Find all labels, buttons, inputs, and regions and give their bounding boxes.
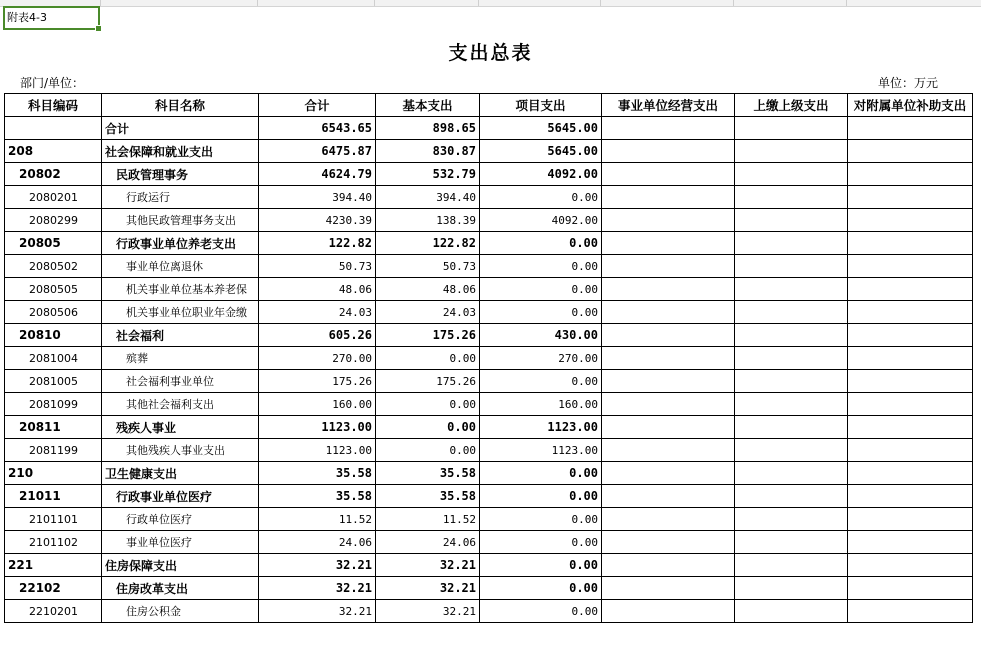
business-cell[interactable] <box>602 439 735 462</box>
basic-cell[interactable]: 32.21 <box>376 554 480 577</box>
remit-cell[interactable] <box>735 462 848 485</box>
total-cell[interactable]: 4230.39 <box>259 209 376 232</box>
subsidy-cell[interactable] <box>848 462 973 485</box>
business-cell[interactable] <box>602 117 735 140</box>
project-cell[interactable]: 0.00 <box>480 301 602 324</box>
total-cell[interactable]: 48.06 <box>259 278 376 301</box>
subsidy-cell[interactable] <box>848 140 973 163</box>
table-row <box>5 600 973 623</box>
basic-cell[interactable]: 24.03 <box>376 301 480 324</box>
project-cell[interactable]: 0.00 <box>480 577 602 600</box>
header-cell[interactable]: 项目支出 <box>480 94 602 117</box>
code-cell[interactable]: 2081099 <box>5 393 102 416</box>
unit-label: 单位：万元 <box>878 76 939 90</box>
basic-cell[interactable]: 394.40 <box>376 186 480 209</box>
basic-cell[interactable]: 50.73 <box>376 255 480 278</box>
remit-cell[interactable] <box>735 370 848 393</box>
basic-cell[interactable]: 11.52 <box>376 508 480 531</box>
basic-cell[interactable]: 0.00 <box>376 439 480 462</box>
code-cell[interactable]: 208 <box>5 140 102 163</box>
header-cell[interactable]: 对附属单位补助支出 <box>848 94 973 117</box>
total-cell[interactable]: 160.00 <box>259 393 376 416</box>
business-cell[interactable] <box>602 255 735 278</box>
project-cell[interactable]: 5645.00 <box>480 117 602 140</box>
remit-cell[interactable] <box>735 186 848 209</box>
name-cell[interactable]: 其他民政管理事务支出 <box>102 209 259 232</box>
name-cell[interactable]: 行政事业单位医疗 <box>102 485 259 508</box>
basic-cell[interactable]: 0.00 <box>376 393 480 416</box>
name-cell[interactable]: 社会福利 <box>102 324 259 347</box>
project-cell[interactable]: 1123.00 <box>480 416 602 439</box>
name-cell[interactable]: 住房保障支出 <box>102 554 259 577</box>
basic-cell[interactable]: 898.65 <box>376 117 480 140</box>
total-cell[interactable]: 35.58 <box>259 462 376 485</box>
remit-cell[interactable] <box>735 301 848 324</box>
table-row <box>5 255 973 278</box>
code-cell[interactable]: 20810 <box>5 324 102 347</box>
remit-cell[interactable] <box>735 278 848 301</box>
business-cell[interactable] <box>602 416 735 439</box>
project-cell[interactable]: 0.00 <box>480 508 602 531</box>
table-row <box>5 577 973 600</box>
total-cell[interactable]: 32.21 <box>259 554 376 577</box>
total-cell[interactable]: 605.26 <box>259 324 376 347</box>
remit-cell[interactable] <box>735 531 848 554</box>
basic-cell[interactable]: 175.26 <box>376 370 480 393</box>
name-cell[interactable]: 社会福利事业单位 <box>102 370 259 393</box>
business-cell[interactable] <box>602 577 735 600</box>
selected-cell-a1[interactable]: 附表4-3 <box>3 6 100 30</box>
name-cell[interactable]: 事业单位医疗 <box>102 531 259 554</box>
basic-cell[interactable]: 32.21 <box>376 600 480 623</box>
code-cell[interactable]: 2080506 <box>5 301 102 324</box>
code-cell[interactable]: 2080502 <box>5 255 102 278</box>
project-cell[interactable]: 1123.00 <box>480 439 602 462</box>
name-cell[interactable]: 社会保障和就业支出 <box>102 140 259 163</box>
header-cell[interactable]: 基本支出 <box>376 94 480 117</box>
total-cell[interactable]: 6543.65 <box>259 117 376 140</box>
subsidy-cell[interactable] <box>848 370 973 393</box>
basic-cell[interactable]: 35.58 <box>376 462 480 485</box>
business-cell[interactable] <box>602 508 735 531</box>
basic-cell[interactable]: 0.00 <box>376 347 480 370</box>
remit-cell[interactable] <box>735 232 848 255</box>
business-cell[interactable] <box>602 531 735 554</box>
project-cell[interactable]: 430.00 <box>480 324 602 347</box>
project-cell[interactable]: 0.00 <box>480 554 602 577</box>
code-cell[interactable]: 20802 <box>5 163 102 186</box>
table-row <box>5 163 973 186</box>
subsidy-cell[interactable] <box>848 232 973 255</box>
project-cell[interactable]: 0.00 <box>480 462 602 485</box>
remit-cell[interactable] <box>735 347 848 370</box>
remit-cell[interactable] <box>735 393 848 416</box>
business-cell[interactable] <box>602 554 735 577</box>
name-cell[interactable]: 事业单位离退休 <box>102 255 259 278</box>
subsidy-cell[interactable] <box>848 531 973 554</box>
subsidy-cell[interactable] <box>848 209 973 232</box>
table-row <box>5 439 973 462</box>
name-cell[interactable]: 机关事业单位基本养老保 <box>102 278 259 301</box>
basic-cell[interactable]: 532.79 <box>376 163 480 186</box>
header-cell[interactable]: 科目编码 <box>5 94 102 117</box>
column-header-strip[interactable] <box>0 0 981 7</box>
name-cell[interactable]: 行政单位医疗 <box>102 508 259 531</box>
name-cell[interactable]: 其他残疾人事业支出 <box>102 439 259 462</box>
project-cell[interactable]: 0.00 <box>480 232 602 255</box>
business-cell[interactable] <box>602 163 735 186</box>
remit-cell[interactable] <box>735 577 848 600</box>
table-row <box>5 186 973 209</box>
table-row <box>5 462 973 485</box>
name-cell[interactable]: 合计 <box>102 117 259 140</box>
name-cell[interactable]: 其他社会福利支出 <box>102 393 259 416</box>
table-row <box>5 324 973 347</box>
basic-cell[interactable]: 32.21 <box>376 577 480 600</box>
code-cell[interactable] <box>5 117 102 140</box>
subsidy-cell[interactable] <box>848 324 973 347</box>
table-row <box>5 554 973 577</box>
basic-cell[interactable]: 138.39 <box>376 209 480 232</box>
project-cell[interactable]: 0.00 <box>480 370 602 393</box>
subsidy-cell[interactable] <box>848 485 973 508</box>
project-cell[interactable]: 0.00 <box>480 531 602 554</box>
basic-cell[interactable]: 24.06 <box>376 531 480 554</box>
subsidy-cell[interactable] <box>848 393 973 416</box>
code-cell[interactable]: 2101102 <box>5 531 102 554</box>
table-row <box>5 140 973 163</box>
name-cell[interactable]: 机关事业单位职业年金缴 <box>102 301 259 324</box>
subsidy-cell[interactable] <box>848 600 973 623</box>
header-cell[interactable]: 科目名称 <box>102 94 259 117</box>
basic-cell[interactable]: 122.82 <box>376 232 480 255</box>
name-cell[interactable]: 残疾人事业 <box>102 416 259 439</box>
subsidy-cell[interactable] <box>848 439 973 462</box>
subsidy-cell[interactable] <box>848 301 973 324</box>
table-row <box>5 232 973 255</box>
remit-cell[interactable] <box>735 416 848 439</box>
total-cell[interactable]: 35.58 <box>259 485 376 508</box>
total-cell[interactable]: 6475.87 <box>259 140 376 163</box>
project-cell[interactable]: 4092.00 <box>480 163 602 186</box>
basic-cell[interactable]: 175.26 <box>376 324 480 347</box>
total-cell[interactable]: 24.03 <box>259 301 376 324</box>
subsidy-cell[interactable] <box>848 508 973 531</box>
page-title: 支出总表 <box>448 42 533 64</box>
project-cell[interactable]: 0.00 <box>480 255 602 278</box>
name-cell[interactable]: 卫生健康支出 <box>102 462 259 485</box>
subsidy-cell[interactable] <box>848 278 973 301</box>
total-cell[interactable]: 1123.00 <box>259 439 376 462</box>
subsidy-cell[interactable] <box>848 163 973 186</box>
name-cell[interactable]: 行政运行 <box>102 186 259 209</box>
name-cell[interactable]: 民政管理事务 <box>102 163 259 186</box>
code-cell[interactable]: 2081005 <box>5 370 102 393</box>
project-cell[interactable]: 5645.00 <box>480 140 602 163</box>
total-cell[interactable]: 1123.00 <box>259 416 376 439</box>
remit-cell[interactable] <box>735 117 848 140</box>
total-cell[interactable]: 24.06 <box>259 531 376 554</box>
name-cell[interactable]: 行政事业单位养老支出 <box>102 232 259 255</box>
basic-cell[interactable]: 48.06 <box>376 278 480 301</box>
code-cell[interactable]: 2101101 <box>5 508 102 531</box>
code-cell[interactable]: 2080505 <box>5 278 102 301</box>
total-cell[interactable]: 11.52 <box>259 508 376 531</box>
remit-cell[interactable] <box>735 324 848 347</box>
name-cell[interactable]: 殡葬 <box>102 347 259 370</box>
table-row <box>5 508 973 531</box>
total-cell[interactable]: 175.26 <box>259 370 376 393</box>
total-cell[interactable]: 50.73 <box>259 255 376 278</box>
project-cell[interactable]: 0.00 <box>480 278 602 301</box>
remit-cell[interactable] <box>735 600 848 623</box>
total-cell[interactable]: 32.21 <box>259 577 376 600</box>
header-cell[interactable]: 合计 <box>259 94 376 117</box>
code-cell[interactable]: 2080201 <box>5 186 102 209</box>
code-cell[interactable]: 20805 <box>5 232 102 255</box>
subsidy-cell[interactable] <box>848 347 973 370</box>
header-cell[interactable]: 上缴上级支出 <box>735 94 848 117</box>
total-cell[interactable]: 394.40 <box>259 186 376 209</box>
business-cell[interactable] <box>602 485 735 508</box>
basic-cell[interactable]: 830.87 <box>376 140 480 163</box>
remit-cell[interactable] <box>735 255 848 278</box>
total-cell[interactable]: 32.21 <box>259 600 376 623</box>
expenditure-table <box>4 93 973 623</box>
department-label: 部门/单位： <box>20 76 85 90</box>
project-cell[interactable]: 270.00 <box>480 347 602 370</box>
project-cell[interactable]: 160.00 <box>480 393 602 416</box>
code-cell[interactable]: 2081199 <box>5 439 102 462</box>
name-cell[interactable]: 住房公积金 <box>102 600 259 623</box>
table-row <box>5 485 973 508</box>
business-cell[interactable] <box>602 324 735 347</box>
subsidy-cell[interactable] <box>848 416 973 439</box>
business-cell[interactable] <box>602 393 735 416</box>
business-cell[interactable] <box>602 462 735 485</box>
code-cell[interactable]: 20811 <box>5 416 102 439</box>
code-cell[interactable]: 2081004 <box>5 347 102 370</box>
code-cell[interactable]: 210 <box>5 462 102 485</box>
table-row <box>5 347 973 370</box>
business-cell[interactable] <box>602 301 735 324</box>
remit-cell[interactable] <box>735 439 848 462</box>
remit-cell[interactable] <box>735 163 848 186</box>
table-row <box>5 416 973 439</box>
subsidy-cell[interactable] <box>848 186 973 209</box>
remit-cell[interactable] <box>735 485 848 508</box>
total-cell[interactable]: 270.00 <box>259 347 376 370</box>
subsidy-cell[interactable] <box>848 255 973 278</box>
subsidy-cell[interactable] <box>848 117 973 140</box>
basic-cell[interactable]: 0.00 <box>376 416 480 439</box>
table-row <box>5 301 973 324</box>
subsidy-cell[interactable] <box>848 554 973 577</box>
total-cell[interactable]: 4624.79 <box>259 163 376 186</box>
business-cell[interactable] <box>602 186 735 209</box>
code-cell[interactable]: 22102 <box>5 577 102 600</box>
business-cell[interactable] <box>602 370 735 393</box>
project-cell[interactable]: 0.00 <box>480 485 602 508</box>
total-cell[interactable]: 122.82 <box>259 232 376 255</box>
project-cell[interactable]: 0.00 <box>480 600 602 623</box>
business-cell[interactable] <box>602 209 735 232</box>
table-row <box>5 209 973 232</box>
subsidy-cell[interactable] <box>848 577 973 600</box>
code-cell[interactable]: 2210201 <box>5 600 102 623</box>
business-cell[interactable] <box>602 278 735 301</box>
table-row <box>5 117 973 140</box>
business-cell[interactable] <box>602 232 735 255</box>
code-cell[interactable]: 21011 <box>5 485 102 508</box>
basic-cell[interactable]: 35.58 <box>376 485 480 508</box>
business-cell[interactable] <box>602 140 735 163</box>
remit-cell[interactable] <box>735 209 848 232</box>
project-cell[interactable]: 0.00 <box>480 186 602 209</box>
project-cell[interactable]: 4092.00 <box>480 209 602 232</box>
remit-cell[interactable] <box>735 140 848 163</box>
business-cell[interactable] <box>602 347 735 370</box>
remit-cell[interactable] <box>735 508 848 531</box>
header-cell[interactable]: 事业单位经营支出 <box>602 94 735 117</box>
name-cell[interactable]: 住房改革支出 <box>102 577 259 600</box>
remit-cell[interactable] <box>735 554 848 577</box>
table-row <box>5 370 973 393</box>
code-cell[interactable]: 2080299 <box>5 209 102 232</box>
header-row <box>5 94 973 117</box>
table-row <box>5 531 973 554</box>
business-cell[interactable] <box>602 600 735 623</box>
code-cell[interactable]: 221 <box>5 554 102 577</box>
table-row <box>5 393 973 416</box>
table-row <box>5 278 973 301</box>
